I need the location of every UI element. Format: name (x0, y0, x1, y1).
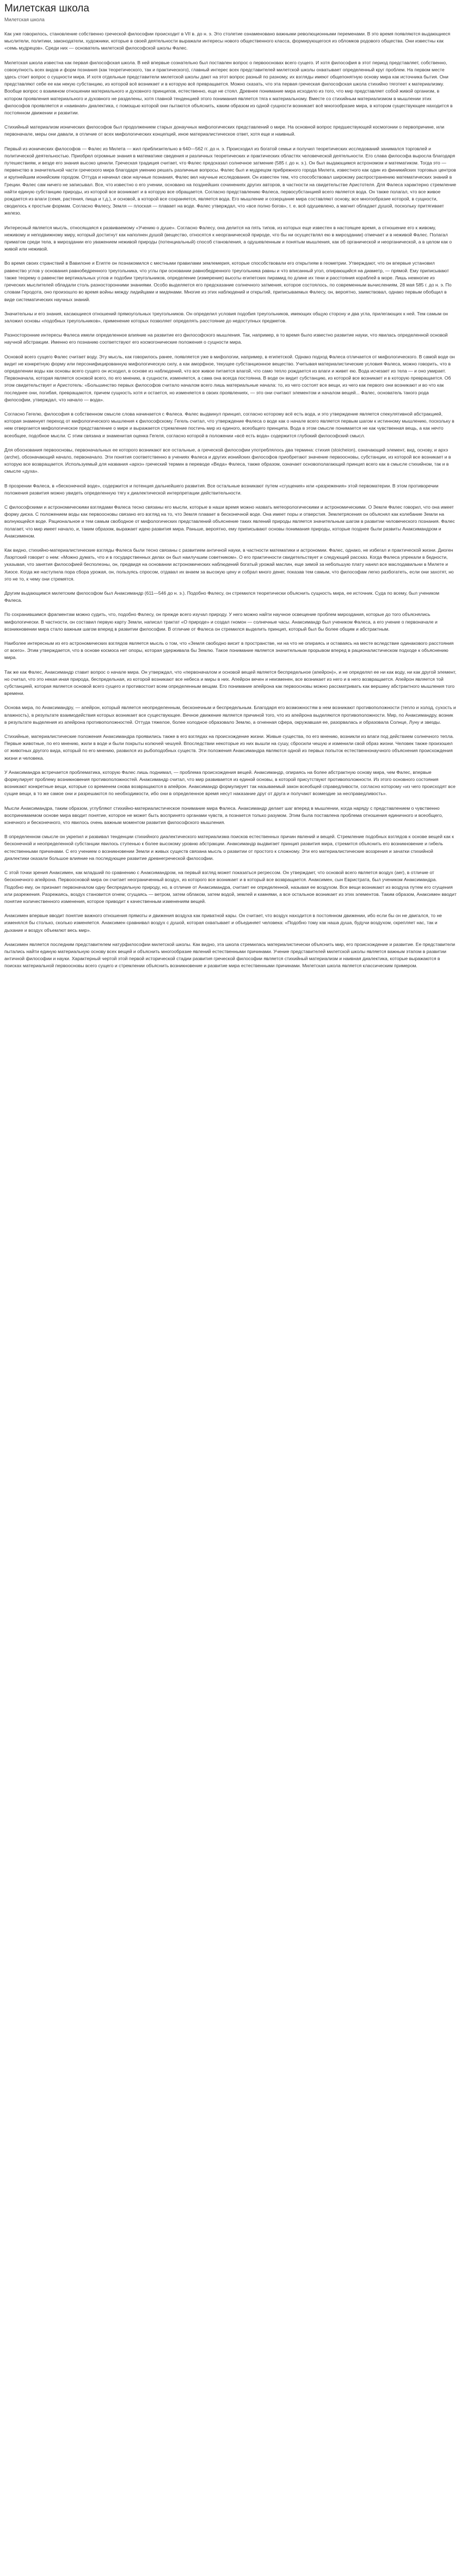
paragraph: Для обоснования первоосновы, первоначальных ее которого возникают все остальные, а греческой философии употреблялось два термина: стихия (stoicheion), означающий элемент, вид, основу, и архэ (arche), обозначающий начало, первоначало. Эти понятия соответственно в учениях Фалеса и других ионийских философов приобретают значение первоосновы, субстанции, из которой все возникает и в которую все возвращается. Используемый для названия «архэ» греческий термин в переводе «Веда» Фалеса, также образом, означает основополагающий принцип всего как в смысле стихийном, так и в смысле «духа». (4, 447, 451, 474)
paragraph: Стихийные, материалистические положения Анаксимандра проявились также в его взглядах на происхождение жизни. Живые существа, по его мнению, возникли из влаги под действием солнечного тепла. Первые животные, по его мнению, жили в воде и были покрыты колючей чешуей. Впоследствии некоторые из них вышли на сушу, сбросили чешую и изменили свой образ жизни. Человек также произошел от животных другого вида, который по его мнению, развился из рыбоподобных существ. Эти положения Анаксимандра являются одной из первых попыток естественнонаучного объяснения происхождения жизни и человека. (4, 734, 454, 761)
paragraph: Анаксимен впервые вводит понятие важного отношения прямоты и движения воздуха как приватной кары. Он считает, что воздух находится в постоянном движении, ибо если бы он не двигался, то не изменялся бы столько, сколько изменяется. Анаксимен сравнивал воздух с душой, которая охватывает и объединяет человека: «Подобно тому как наша душа, будучи воздухом, скрепляет нас, так и дыхание и воздух объемлют весь мир». (4, 913, 442, 933)
paragraph: Как видно, стихийно-материалистические взгляды Фалеса были тесно связаны с развитием античной науки, в частности математики и астрономии. Фалес, однако, не избегал и практической жизни. Диоген Лаэртский говорит о нем: «Можно думать, что и в государственных делах он был наилучшим советником». О его практичности свидетельствует и следующий рассказ. Когда Фалеса упрекали в бедности, указывая, что занятия философией бесполезны, он, предвидя на основании астрономических наблюдений богатый урожай маслин, еще зимой за небольшую плату нанял все маслодавильни в Милете и Хиосе. Когда же наступила пора сбора урожая, он, пользуясь спросом, отдавал их внаем за высокую цену и собрал много денег, показав тем самым, что философам легко разбогатеть, если они захотят, но это не то, к чему они стремятся. (4, 547, 454, 582)
paragraph: У Анаксимандра встречается проблематика, которую Фалес лишь поднимал, — проблема происхождения вещей. Анаксимандр, опираясь на более абстрактную основу мира, чем Фалес, впервые формулирует проблему возникновения противоположностей. Анаксимандр считал, что мир развивается из единой основы, в которой присутствуют противоположности. Из этого основного состояния возникают конкретные вещи, которые со временем снова возвращаются в апейрон. Анаксимандр формулирует так называемый закон всеобщей справедливости, согласно которому «из чего происходят все сущие вещи, в то же самое они и разрешаются по необходимости, ибо они в определенное время несут наказание друг от друга и получают возмездие за несправедливость». (4, 769, 456, 797)
paragraph: С этой точки зрения Анаксимен, как младший по сравнению с Анаксимандром, на первый взгляд может показаться регрессом. Он утверждает, что основой всего является воздух (aer), в отличие от бесконечного апейрона. Первоосновой мира он считает неограниченный воздух, из которого все возникает и в который все возвращается. Анаксимен, сын Евристрата, был учеником Анаксимандра. Подобно ему, он признает первоначалом одну беспредельную природу, но, в отличие от Анаксимандра, считает ее определенной, называя ее воздухом. Все вещи возникают из воздуха путем его сгущения или разрежения. Разрежаясь, воздух становится огнем; сгущаясь — ветром, затем облаком, затем водой, землей и камнями, а все остальное возникает из этих элементов. Таким образом, Анаксимен вводит понятие количественного изменения, которое приводит к качественным изменениям вещей. (4, 870, 457, 904)
paragraph: Стихийный материализм ионических философов был продолжением старых донаучных мифологических представлений о мире. На основной вопрос предшествующей космогонии о первопричине, или первоначале, меры они давали, в отличие от всех мифологических концепций, иное материалистическое ответ, хотя еще и наивный. (4, 124, 445, 137)
paragraph: В прозрении Фалеса, в «бесконечной воде», содержится и потенция дальнейшего развития. Все остальные возникают путем «сгущения» или «разрежения» этой первоматерии. В этом противоречии положения развития можно увидеть определенную тягу к диалектической интерпретации действительности. (4, 483, 439, 496)
paragraph: В определенном смысле он укрепил и развивал тенденции стихийного диалектического материализма поисков естественных причин явлений и вещей. Стремление подобных взглядов к основе вещей как к бесконечной и неопределенной субстанции явилось ступенью к более высокому уровню абстракции. Анаксимандр выдвигает принцип развития мира, стремится объяснить его возникновение и гибель естественными причинами. С его учением о возникновении Земли и живых существ связана мысль о развитии от простого к сложному. Эти его материалистические воззрения и зачатки стихийной диалектики оказали большое влияние на последующее развитие древнегреческой философии. (4, 834, 454, 861)
paragraph: Согласно Гегелю, философия в собственном смысле слова начинается с Фалеса. Фалес выдвинул принцип, согласно которому всё есть вода, и это утверждение является спекулятивной абстракцией, которая знаменует переход от мифологического мышления к философскому. Гегель считал, что утверждение Фалеса о воде как о начале всего является первым шагом к истинному мышлению, поскольку в нем отвергается мифологическое представление о мире и выражается стремление постичь мир из единого, всеобщего принципа. Вода в этом смысле понимается не как чувственная вещь, а как нечто всеобщее, подобное мысли. С этим связана и знаменитая оценка Гегеля, согласно которой в положении «всё есть вода» содержится глубокий философский смысл. (4, 411, 454, 438)
paragraph: Значительны и его знания, касающиеся отношений прямоугольных треугольников. Он определил условия подобия треугольников, имеющих общую сторону и два угла, прилегающих к ней. Тем самым он заложил основы «подобных треугольников», применение которых позволяет определять расстояние до недоступных предметов. (4, 310, 448, 323)
page-title: Милетская школа (4, 3, 89, 14)
article-body (4, 30, 457, 970)
paragraph: Наиболее интересным из его астрономических взглядов является мысль о том, что «Земля свободно висит в пространстве, ни на что не опираясь и оставаясь на месте вследствие одинакового расстояния от всего». Этим утверждается, что в основе космоса нет опоры, которая удерживала бы Землю. Такое понимание является значительным прорывом вперед в рационалистическом подходе к объяснению мира. (4, 640, 454, 661)
paragraph: Во время своих странствий в Вавилоне и Египте он познакомился с местными правилами землемерия, которые способствовали его открытиям в геометрии. Утверждают, что он впервые установил равенство углов у основания равнобедренного треугольника, что углы при основании равнобедренного треугольника равны и что вписанный угол, опирающийся на диаметр, — прямой. Ему приписывают также теорему о равенстве вертикальных углов и подобии треугольников, определение (измерение) высоты египетских пирамид по длине их тени и расстояния кораблей в море. Лишь немногие из греческих мыслителей обладали столь разносторонними знаниями. Особо выделяется его предсказание солнечного затмения, которое состоялось, по современным вычислениям, 28 мая 585 г. до н. э. По словам Геродота, оно произошло во время войны между лидийцами и мидянами. Многие из этих наблюдений и открытий, приписываемых Фалесу, он, вероятно, заимствовал, однако первым обобщил в виде систематических научных знаний. (4, 260, 452, 302)
paragraph: Мысли Анаксимандра, таким образом, углубляют стихийно-материалистическое понимание мира Фалеса. Анаксимандр делает шаг вперед в мышлении, когда наряду с представлением о чувственно воспринимаемом основе мира вводит понятие, которое не может быть воспринято органами чувств, а познается только разумом. Этим была поставлена проблема отношения единичного и всеобщего, конечного и бесконечного, что явилось очень важным моментом развития философского мышления. (4, 805, 443, 826)
paragraph: Другим выдающимся милетским философом был Анаксимандр (611—546 до н. э.). Подобно Фалесу, он стремился теоретически объяснить сущность мира, ее источник. Суда по всему, был учеником Фалеса. (4, 590, 439, 603)
paragraph: Основой всего сущего Фалес считает воду. Эту мысль, как говорилось ранее, появляется уже в мифологии, например, в египетской. Однако подход Фалеса отличается от мифологического. В самой воде он видит не конкретную форму или персонифицированную мифологическую силу, а как аморфное, текущее субстанционное вещество. Учитывая материалистические условия Фалеса, можно говорить, что в определении воды как основы всего сущего он исходил, в основе из наблюдений, что все живое питается влагой, что само тепло рождается из влаги и живет ею. Вода исчезает из тела — и оно умирает. Первоначала, которая является основой всего, по его мнению, в сущности, изменяется, а сама она всегда постоянна. В воде он видит субстанцию, из которой все возникает и в которую превращается. Об этом свидетельствует и Аристотель: «Большинство первых философов считало началом всего лишь материальные начала: то, из чего состоят все вещи, из чего как первого они возникают и во что как последнее они, погибая, превращаются, причем сущность хотя и остается, но изменяется в своих проявлениях, — это они считают элементом и началом вещей... Фалес, основатель такого рода философии, утверждал, что начало — вода». (4, 353, 455, 402)
paragraph: Первый из ионических философов — Фалес из Милета — жил приблизительно в 640—562 гг. до н. э. Происходил из богатой семьи и получил теоретических исследований занимался торговлей и политической деятельностью. Приобрел огромные знания в математике сведения и различных теоретических и практических областях человеческой деятельности. Его слава философа выросла благодаря путешествиям, и везде его знания высоко ценили. Греческая традиция считает, что Фалес предсказал солнечное затмение (585 г. до н. э.). Он был выдающимся астрономом и математиком. Тогда это — первенство в значительной части греческого мира благодаря умению решать различные вопросы. Фалес был и мудрецом прибрежного города Милета, известного как один из финикийских торговых центров и крупнейшим ионийским городом. Оттуда и начинал свои научные познания, Фалес вел научные исследования. Он известен тем, что способствовал широкому распространению математических знаний в Греции. Фалес сам ничего не записывал. Все, что известно о его учении, основано на позднейших сочинениях других авторов, в частности на свидетельстве Аристотеля. Для Фалеса характерно стремление найти единую субстанцию природы, из которой все возникает и в которую все обращается. Согласно представлению Фалеса, первосубстанцией всего является вода. Он также полагал, что все живое рождается из влаги (семя, растения, пища и т.д.), и основой, в которой все сохраняется, является вода. Его мышление и созерцание мира составляют основу, все многообразие которой, в сущности, сводилось к простым формам. Согласно Фалесу, Земля — плоская — плавает на воде. Фалес утверждал, что «все полно богов», т. е. всё одушевлено, а магнит обладает душой, поскольку притягивает железо. (4, 145, 457, 216)
paragraph: Разносторонние интересы Фалеса имели определенное влияние на развитие его философского мышления. Так, например, в то время было известно развитие науки, что явилась определенной основой научной абстракции. Именно его познанию соответствуют его космогонические положения о сущности мира. (4, 332, 448, 345)
paragraph: Основа мира, по Анаксимандру, — апейрон, который является неопределенным, бесконечным и беспредельным. Благодаря его возможностям в нем возникают противоположности (тепло и холод, сухость и влажность), в результате взаимодействия которых возникает все существующее. Вечное движение является причиной того, что из апейрона выделяются противоположности. Мир, по Анаксимандру, возник в результате выделения из апейрона противоположностей. Оттуда тяжелое, более холодное образовало Землю, а огненная сфера, окружавшая ее, разорвалась и образовала Солнце, Луну и звезды. (4, 705, 456, 725)
paragraph: По сохранившимся фрагментам можно судить, что, подобно Фалесу, он прежде всего изучал природу. У него можно найти научное освещение проблем мироздания, которые до того объяснялись мифологически. В частности, он составил первую карту Земли, написал трактат «О природе» и создал гномон — солнечные часы. Анаксимандр был учеником Фалеса, а его учение о первоначале и возникновении мира стало важным шагом вперед в развитии философии. В отличие от Фалеса он стремился выделить принцип, который был бы более общим и абстрактным. (4, 612, 438, 632)
paragraph: Анаксимен является последним представителем натурфилософии милетской школы. Как видно, эта школа стремилась материалистически объяснить мир, его происхождение и развитие. Ее представители пытались найти единую материальную основу всех вещей и объяснить многообразие явлений естественными причинами. Учение представителей милетской школы является важным этапом в развитии античной философии и науки. Характерный чертой этой первой исторической стадии развития греческой философии является стихийный материализм и наивная диалектика, которые выражаются в поисках материальной первоосновы всего сущего и стремлении объяснить возникновение и развитие мира естественными причинами. Милетская школа является классическим примером. (4, 941, 456, 969)
paragraph: Как уже говорилось, становление собственно греческой философии происходит в VII в. до н. э. Это столетие ознаменовано важными революционными переменами. В это время появляются выдающиеся мыслители, политики, законодатели, художники, которые в своей деятельности выражали интересы нового общественного класса, формирующегося из обломков родового общества. Они известны как «семь мудрецов». Среди них — основатель милетской философской школы Фалес. (4, 31, 451, 51)
paragraph: Милетская школа известна как первая философская школа. В ней впервые сознательно был поставлен вопрос о первоосновах всего сущего. И хотя философия в этот период представляет, собственно, совокупность всех видов и форм познания (как теоретического, так и практического), главный интерес всех представителей милетской школы охватывает определенный круг проблем. На первом месте здесь стоит вопрос о сущности мира. И хотя отдельные представители милетской школы дают на этот вопрос разный по разному, их взгляды имеют общепонятную основу мира как источника бытия. Они представляют себе ее как некую субстанцию, из которой всё возникает и в которую всё превращается. Можно сказать, что эта первая греческая философская школа стихийно тяготеет к материализму. Вообще вопрос о взаимном отношении материального и духовного принципов, естественно, еще не стоял. Древнее понимание мира исходило из того, что мир представляет собой живой организм, в котором проявления материального и духовного не разделены, хотя главной тенденцией этого понимания является тяга к материальному. Вместе со стихийным материализмом в мышлении этих философов проявляется и «наивная» диалектика, с помощью которой они пытаются объяснить, каким образом из одной сущности возникает всё многообразие мира, в котором существующее находится в постоянном движении и развитии. (4, 59, 453, 116)
paragraph: С философскими и астрономическими взглядами Фалеса тесно связаны его мысли, которые в наши время можно назвать метеорологическими и астрономическими. О Земле Фалес говорил, что она имеет форму диска. С положением воды как первоосновы связано его взгляд на то, что Земля плавает в бесконечной воде. Она имеет поры и отверстия. Землетрясения он объяснял как колебание Земли на волнующейся воде. Рациональное и тем самым свободное от мифологических представлений объяснение таких явлений природы является значительным шагом в развитии человеческого познания. Фалес полагает, что мир имеет начало, и, таким образом, выражает идею развития мира. Раньше, вероятно, ему приписывают основы понимания природы, которые позднее были развиты Анаксимандром и Анаксименом. (4, 504, 455, 539)
page-subtitle: Милетская школа (4, 17, 45, 22)
paragraph: Так же как Фалес, Анаксимандр ставит вопрос о начале мира. Он утверждал, что «первоначалом и основой вещей является беспредельное (апейрон)», и не определял ее ни как воду, ни как другой элемент, но считал, что это некая иная природа, беспредельная, из которой возникают все небеса и миры в них. Апейрон вечен и неизменен, все возникает из него и в него возвращается. Апейрон является той субстанцией, которая является основой всего сущего и противостоит всем определенным вещам. Его понимание апейрона как первоосновы можно рассматривать как вершину абстрактного мышления того времени. (4, 669, 457, 697)
paragraph: Интересный является мысль, относящаяся к развиваемому «Учению о душе». Согласно Фалесу, она делится на пять типов, из которых еще известен в настоящее время, а отношение его к живому, неживому и неподвижному миру, который достигнут как наполнен душой (вещество, относятся к неорганической природе, что бы ни осуществлял ею в мироздании) отмечает и в неживой Фалес. Полагал приматом среди тела, в мироздании его уважением неживой природы (потенциальный) способ становления, а одушевленным и понятым мышления, как об органической и неорганической, а в целом как о живой или неживой. (4, 224, 452, 252)
